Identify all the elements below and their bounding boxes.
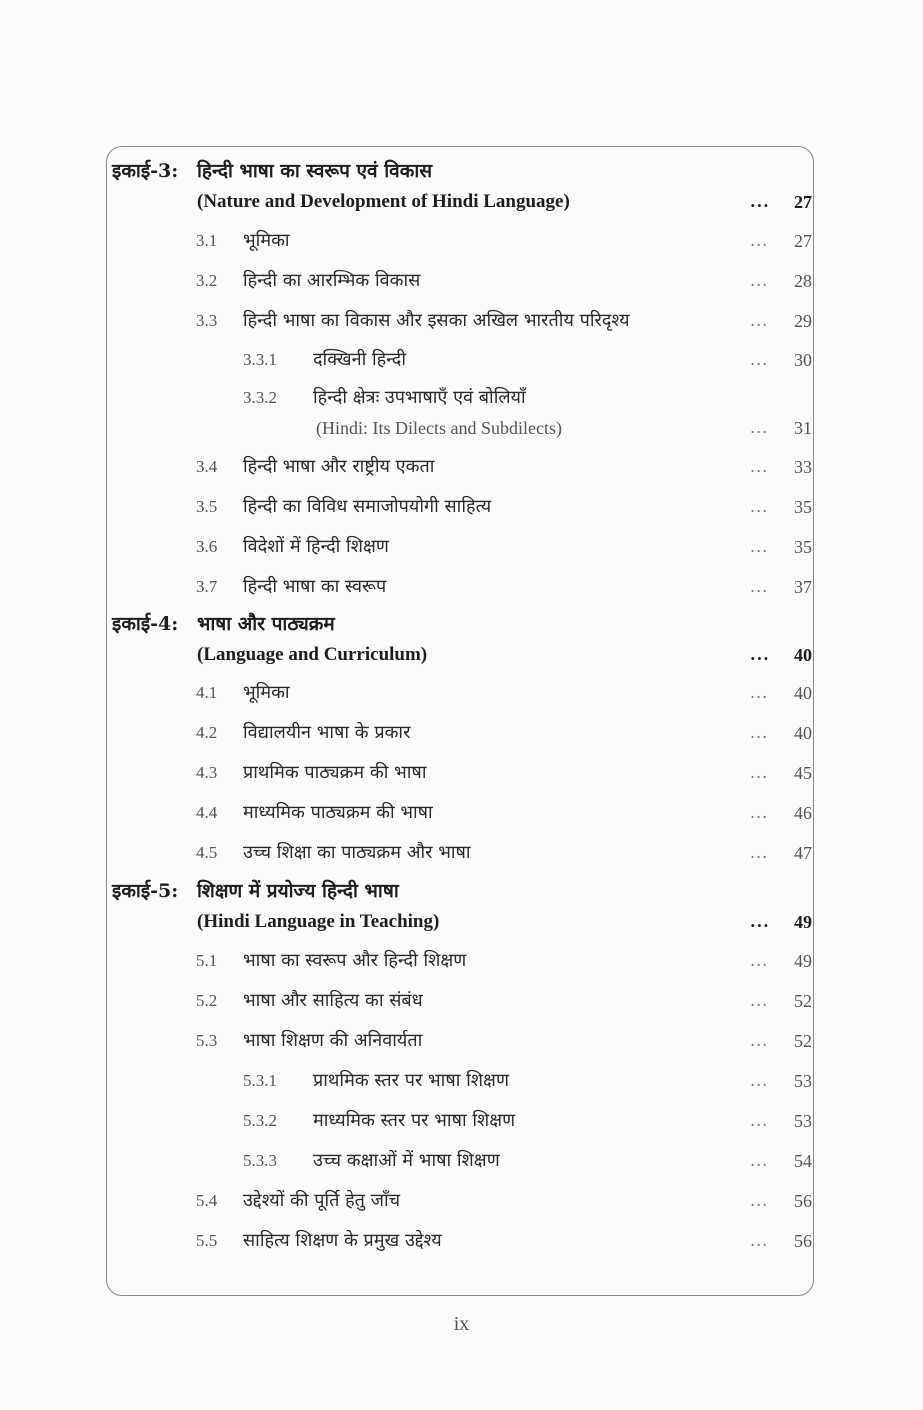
section-number: 5.4	[196, 1191, 218, 1210]
toc-subentry-en[interactable]	[0, 411, 923, 445]
section-title: भूमिका	[243, 682, 290, 703]
section-number: 5.3	[196, 1031, 218, 1050]
unit-heading-en[interactable]	[0, 905, 923, 939]
subsection-title: उच्च कक्षाओं में भाषा शिक्षण	[313, 1150, 500, 1171]
unit-heading	[0, 154, 923, 188]
section-number: 3.7	[196, 577, 218, 596]
toc-entry[interactable]	[0, 1024, 923, 1058]
unit-heading	[0, 874, 923, 908]
leader-dots: ...	[750, 803, 769, 822]
toc-entry[interactable]	[0, 1184, 923, 1218]
page-ref: 27	[794, 192, 812, 212]
page-ref: 52	[794, 991, 812, 1011]
leader-dots: ...	[750, 991, 769, 1010]
leader-dots: ...	[750, 951, 769, 970]
page-ref: 29	[794, 311, 812, 331]
page-ref: 54	[794, 1151, 812, 1171]
subsection-number: 3.3.2	[243, 388, 277, 407]
leader-dots: ...	[750, 683, 769, 702]
section-title: उद्देश्यों की पूर्ति हेतु जाँच	[243, 1190, 401, 1211]
leader-dots: ...	[750, 497, 769, 516]
subsection-title: प्राथमिक स्तर पर भाषा शिक्षण	[313, 1070, 509, 1091]
subsection-number: 5.3.2	[243, 1111, 277, 1130]
page-ref: 53	[794, 1071, 812, 1091]
toc-subentry[interactable]	[0, 1144, 923, 1178]
section-title: हिन्दी भाषा और राष्ट्रीय एकता	[243, 456, 435, 477]
leader-dots: ...	[750, 1071, 769, 1090]
section-number: 3.3	[196, 311, 218, 330]
leader-dots: ...	[750, 723, 769, 742]
page-number: ix	[453, 1313, 470, 1335]
leader-dots: ...	[750, 645, 770, 664]
leader-dots: ...	[750, 577, 769, 596]
section-number: 3.5	[196, 497, 218, 516]
leader-dots: ...	[750, 311, 769, 330]
subsection-title: दक्खिनी हिन्दी	[313, 349, 407, 370]
unit-label: इकाई-5:	[112, 880, 179, 902]
subsection-number: 5.3.3	[243, 1151, 277, 1170]
leader-dots: ...	[750, 231, 769, 250]
section-number: 3.6	[196, 537, 218, 556]
page-ref: 40	[794, 723, 812, 743]
page-ref: 45	[794, 763, 812, 783]
section-number: 5.2	[196, 991, 218, 1010]
section-title: भाषा और साहित्य का संबंध	[243, 990, 423, 1011]
page-ref: 33	[794, 457, 812, 477]
section-title: हिन्दी का विविध समाजोपयोगी साहित्य	[243, 496, 492, 517]
page-ref: 31	[794, 418, 812, 438]
page-ref: 40	[794, 683, 812, 703]
leader-dots: ...	[750, 271, 769, 290]
toc-entry[interactable]	[0, 450, 923, 484]
section-number: 4.5	[196, 843, 218, 862]
subsection-title-en: (Hindi: Its Dilects and Subdilects)	[316, 418, 562, 438]
toc-subentry[interactable]	[0, 343, 923, 377]
leader-dots: ...	[750, 1191, 769, 1210]
page-ref: 35	[794, 497, 812, 517]
toc-entry[interactable]	[0, 224, 923, 258]
section-title: विदेशों में हिन्दी शिक्षण	[243, 536, 389, 557]
page-ref: 52	[794, 1031, 812, 1051]
leader-dots: ...	[750, 1111, 769, 1130]
section-number: 4.4	[196, 803, 218, 822]
section-title: हिन्दी का आरम्भिक विकास	[243, 270, 421, 291]
page-ref: 35	[794, 537, 812, 557]
toc-entry[interactable]	[0, 530, 923, 564]
toc-entry[interactable]	[0, 944, 923, 978]
section-title: हिन्दी भाषा का स्वरूप	[243, 576, 387, 597]
unit-title-en: (Language and Curriculum)	[197, 644, 428, 665]
section-number: 3.2	[196, 271, 218, 290]
subsection-number: 3.3.1	[243, 350, 277, 369]
section-title: भूमिका	[243, 230, 290, 251]
leader-dots: ...	[750, 350, 769, 369]
leader-dots: ...	[750, 537, 769, 556]
subsection-title: माध्यमिक स्तर पर भाषा शिक्षण	[313, 1110, 516, 1131]
unit-label: इकाई-3:	[112, 160, 179, 182]
unit-title: शिक्षण में प्रयोज्य हिन्दी भाषा	[197, 880, 399, 902]
toc-subentry[interactable]	[0, 381, 923, 415]
unit-title: हिन्दी भाषा का स्वरूप एवं विकास	[197, 160, 433, 182]
section-number: 4.2	[196, 723, 218, 742]
page-ref: 40	[794, 645, 812, 665]
leader-dots: ...	[750, 418, 769, 437]
page-ref: 46	[794, 803, 812, 823]
page-ref: 28	[794, 271, 812, 291]
toc-entry[interactable]	[0, 490, 923, 524]
toc-entry[interactable]	[0, 716, 923, 750]
leader-dots: ...	[750, 1031, 769, 1050]
section-title: भाषा का स्वरूप और हिन्दी शिक्षण	[243, 950, 467, 971]
unit-title-en: (Nature and Development of Hindi Language)	[197, 191, 570, 212]
section-title: भाषा शिक्षण की अनिवार्यता	[243, 1030, 423, 1051]
toc-entry[interactable]	[0, 676, 923, 710]
subsection-number: 5.3.1	[243, 1071, 277, 1090]
toc-entry[interactable]	[0, 1224, 923, 1258]
section-number: 4.3	[196, 763, 218, 782]
toc-entry[interactable]	[0, 570, 923, 604]
toc-entry[interactable]	[0, 984, 923, 1018]
toc-entry[interactable]	[0, 304, 923, 338]
toc-entry[interactable]	[0, 836, 923, 870]
section-title: माध्यमिक पाठ्यक्रम की भाषा	[243, 802, 433, 823]
leader-dots: ...	[750, 1151, 769, 1170]
toc-entry[interactable]	[0, 756, 923, 790]
leader-dots: ...	[750, 1231, 769, 1250]
subsection-title: हिन्दी क्षेत्रः उपभाषाएँ एवं बोलियाँ	[313, 387, 526, 408]
page-ref: 27	[794, 231, 812, 251]
page-ref: 49	[794, 951, 812, 971]
leader-dots: ...	[750, 843, 769, 862]
unit-heading-en[interactable]	[0, 638, 923, 672]
leader-dots: ...	[750, 457, 769, 476]
page-ref: 56	[794, 1231, 812, 1251]
section-number: 3.4	[196, 457, 218, 476]
unit-title: भाषा और पाठ्यक्रम	[197, 613, 335, 635]
unit-heading-en[interactable]	[0, 185, 923, 219]
toc-entry[interactable]	[0, 796, 923, 830]
leader-dots: ...	[750, 912, 770, 931]
section-title: हिन्दी भाषा का विकास और इसका अखिल भारतीय परिदृश्य	[243, 310, 630, 331]
page-ref: 49	[794, 912, 812, 932]
leader-dots: ...	[750, 763, 769, 782]
section-number: 4.1	[196, 683, 218, 702]
section-number: 5.5	[196, 1231, 218, 1250]
unit-heading	[0, 607, 923, 641]
page-ref: 53	[794, 1111, 812, 1131]
page-ref: 47	[794, 843, 812, 863]
toc-subentry[interactable]	[0, 1064, 923, 1098]
section-title: साहित्य शिक्षण के प्रमुख उद्देश्य	[243, 1230, 442, 1251]
unit-label: इकाई-4:	[112, 613, 179, 635]
toc-entry[interactable]	[0, 264, 923, 298]
page-ref: 30	[794, 350, 812, 370]
section-number: 3.1	[196, 231, 218, 250]
page-ref: 56	[794, 1191, 812, 1211]
section-number: 5.1	[196, 951, 218, 970]
page-ref: 37	[794, 577, 812, 597]
section-title: उच्च शिक्षा का पाठ्यक्रम और भाषा	[243, 842, 471, 863]
leader-dots: ...	[750, 192, 770, 211]
unit-title-en: (Hindi Language in Teaching)	[197, 911, 440, 932]
toc-subentry[interactable]	[0, 1104, 923, 1138]
section-title: प्राथमिक पाठ्यक्रम की भाषा	[243, 762, 427, 783]
section-title: विद्यालयीन भाषा के प्रकार	[243, 722, 411, 743]
